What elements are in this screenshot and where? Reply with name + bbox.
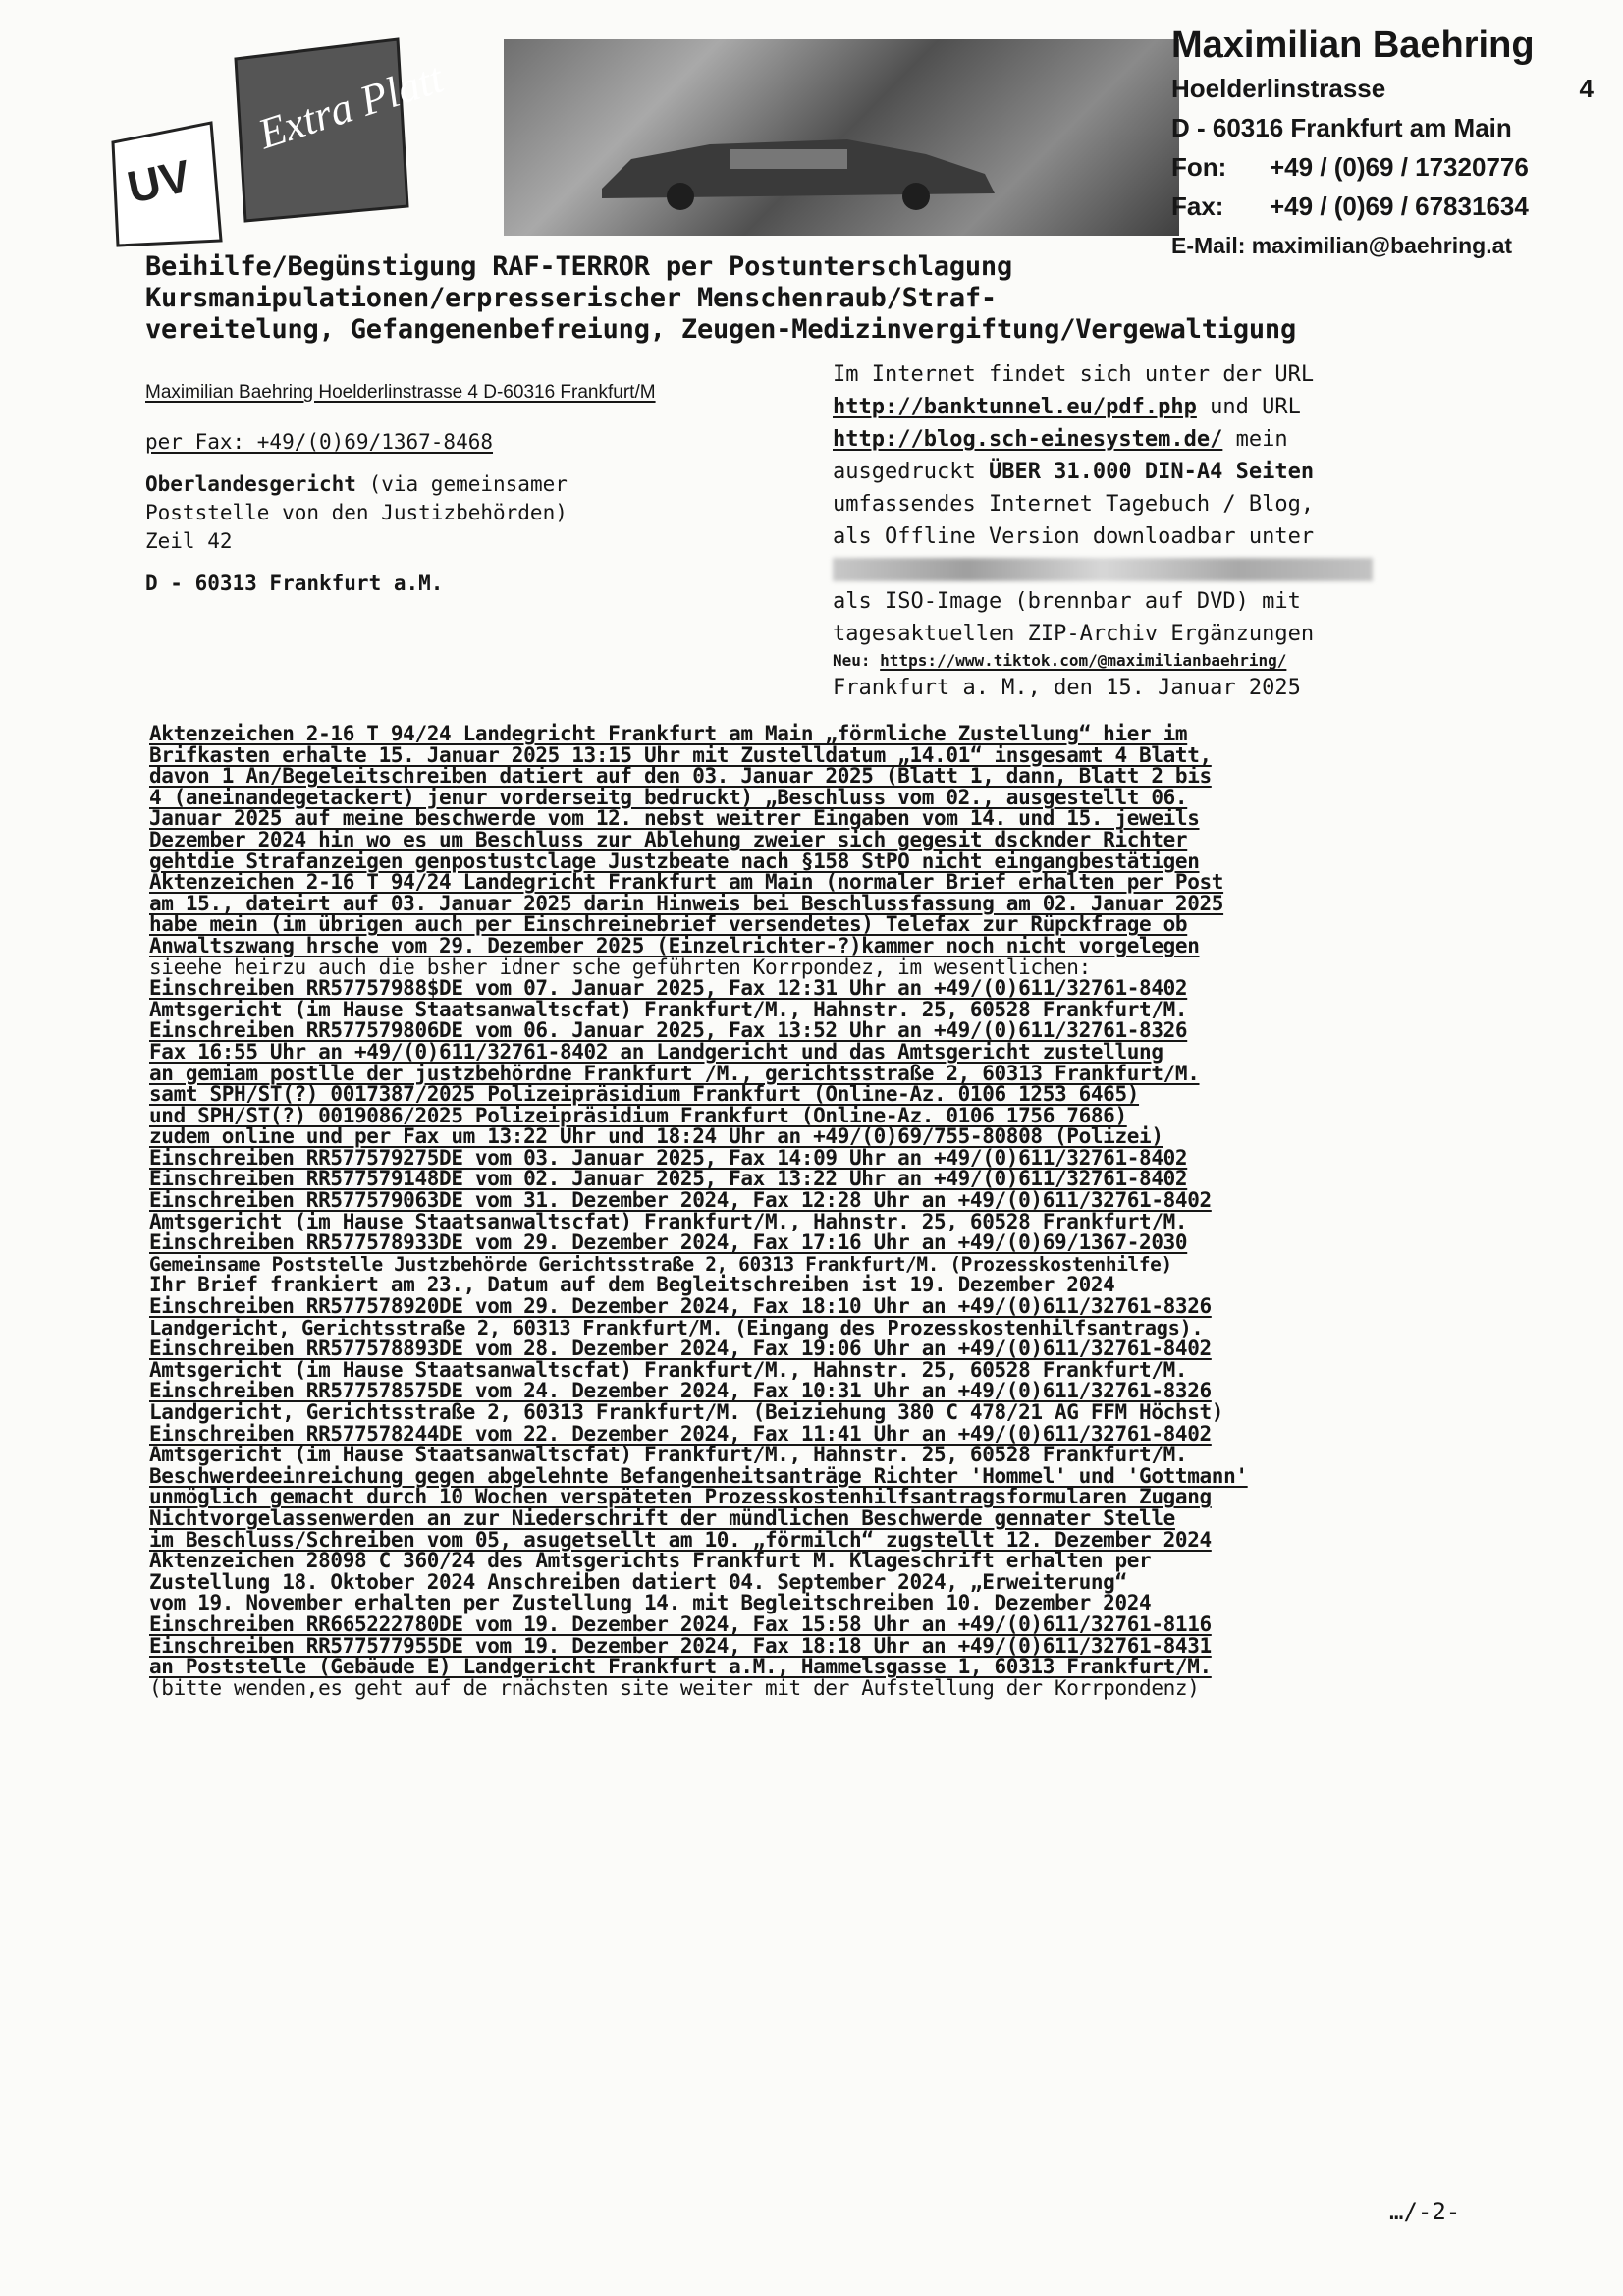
recipient-fax: per Fax: +49/(0)69/1367-8468 xyxy=(145,430,494,454)
fax-number: +49 / (0)69 / 67831634 xyxy=(1270,191,1529,221)
body-line: Amtsgericht (im Hause Staatsanwaltscfat) Frankfurt/M., Hahnstr. 25, 60528 Frankfurt/M. xyxy=(149,997,1188,1021)
body-line: davon 1 An/Begeleitschreiben datiert auf den 03. Januar 2025 (Blatt 1, dann, Blatt 2 bis xyxy=(149,764,1212,789)
sender-fax-row xyxy=(1171,187,1594,226)
sender-city: D - 60316 Frankfurt am Main xyxy=(1171,113,1512,142)
page-continuation-marker: …/-2- xyxy=(1389,2198,1461,2225)
info-column xyxy=(833,358,1500,704)
sender-street: Hoelderlinstrasse xyxy=(1171,74,1386,103)
body-line: Einschreiben RR577579806DE vom 06. Januar 2025, Fax 13:52 Uhr an +49/(0)611/32761-8326 xyxy=(149,1018,1188,1043)
body-line: sieehe heirzu auch die bsher idner sche geführten Korrpondez, im wesentlichen: xyxy=(149,955,1091,979)
info-line xyxy=(833,553,1500,585)
sender-phone-row xyxy=(1171,147,1594,187)
body-line: (bitte wenden,es geht auf de rnächsten site weiter mit der Aufstellung der Korrpondenz) xyxy=(149,1675,1200,1700)
badge-extra-text: Extra Platt xyxy=(252,53,450,159)
info-text: ausgedruckt xyxy=(833,460,989,484)
body-line: Einschreiben RR57757988$DE vom 07. Januar 2025, Fax 12:31 Uhr an +49/(0)611/32761-8402 xyxy=(149,976,1188,1001)
body-line: Einschreiben RR577578575DE vom 24. Dezember 2024, Fax 10:31 Uhr an +49/(0)611/32761-8326 xyxy=(149,1379,1212,1403)
body-line: Landgericht, Gerichtsstraße 2, 60313 Frankfurt/M. (Eingang des Prozesskostenhilfsantrags). xyxy=(149,1315,1204,1339)
phone-number: +49 / (0)69 / 17320776 xyxy=(1270,152,1529,182)
banktunnel-link[interactable]: http://banktunnel.eu/pdf.php xyxy=(833,395,1197,419)
letter-body xyxy=(149,724,1514,1699)
neu-label: Neu: xyxy=(833,651,871,670)
body-line: samt SPH/ST(?) 0017387/2025 Polizeipräsidium Frankfurt (Online-Az. 0106 1253 6465) xyxy=(149,1082,1140,1107)
body-line: vom 19. November erhalten per Zustellung 14. mit Begleitschreiben 10. Dezember 2024 xyxy=(149,1591,1152,1615)
body-line: Amtsgericht (im Hause Staatsanwaltscfat) Frankfurt/M., Hahnstr. 25, 60528 Frankfurt/M. xyxy=(149,1443,1188,1467)
body-line: Dezember 2024 hin wo es um Beschluss zur Ablehung zweier sich gegesit dscknder Richter xyxy=(149,827,1188,851)
body-line: Fax 16:55 Uhr an +49/(0)611/32761-8402 an Landgericht und das Amtsgericht zustellung xyxy=(149,1039,1163,1064)
body-line: Zustellung 18. Oktober 2024 Anschreiben datiert 04. September 2024, „Erweiterung“ xyxy=(149,1569,1127,1594)
info-text: mein xyxy=(1222,427,1288,452)
sender-house-number: 4 xyxy=(1579,74,1594,103)
sender-return-address: Maximilian Baehring Hoelderlinstrasse 4 D-60316 Frankfurt/M xyxy=(145,382,656,403)
body-line: gehtdie Strafanzeigen genpostustclage Justzbeate nach §158 StPO nicht eingangbestätigen xyxy=(149,848,1200,873)
body-line: Aktenzeichen 28098 C 360/24 des Amtsgerichts Frankfurt M. Klageschrift erhalten per xyxy=(149,1549,1152,1573)
info-line: als Offline Version downloadbar unter xyxy=(833,524,1315,549)
tiktok-link[interactable]: https://www.tiktok.com/@maximilianbaehring/ xyxy=(880,651,1287,670)
page-count-highlight: ÜBER 31.000 DIN-A4 Seiten xyxy=(988,460,1315,484)
newspaper-photo xyxy=(504,39,1179,236)
header-logo-area xyxy=(103,39,1193,250)
extra-platt-logo-badge xyxy=(216,39,450,221)
sender-letterhead xyxy=(1171,22,1594,265)
fax-label: Fax: xyxy=(1171,191,1224,221)
body-line: Einschreiben RR577578920DE vom 29. Dezember 2024, Fax 18:10 Uhr an +49/(0)611/32761-8326 xyxy=(149,1294,1212,1319)
body-line: Ihr Brief frankiert am 23., Datum auf dem Begleitschreiben ist 19. Dezember 2024 xyxy=(149,1273,1115,1297)
address-column xyxy=(145,378,813,598)
body-line: Amtsgericht (im Hause Staatsanwaltscfat) Frankfurt/M., Hahnstr. 25, 60528 Frankfurt/M. xyxy=(149,1357,1188,1382)
body-line: Anwaltszwang hrsche vom 29. Dezember 2025 (Einzelrichter-?)kammer noch nicht vorgelegen xyxy=(149,933,1200,957)
recipient-street: Zeil 42 xyxy=(145,529,233,553)
body-line: 4 (aneinandegetackert) jenur vorderseitg bedruckt) „Beschluss vom 02., ausgestellt 06. xyxy=(149,785,1188,809)
body-line: im Beschluss/Schreiben vom 05, asugetsellt am 10. „förmilch“ zugstellt 12. Dezember 2024 xyxy=(149,1527,1212,1552)
recipient-city: D - 60313 Frankfurt a.M. xyxy=(145,572,444,595)
letter-headline xyxy=(145,251,1500,346)
sender-email: E-Mail: maximilian@baehring.at xyxy=(1171,233,1513,258)
tiktok-line xyxy=(833,650,1500,672)
body-line: am 15., dateirt auf 03. Januar 2025 darin Hinweis bei Beschlussfassung am 02. Januar 2025 xyxy=(149,891,1224,915)
info-line: Im Internet findet sich unter der URL xyxy=(833,362,1315,387)
info-line xyxy=(833,423,1500,456)
headline-line: Beihilfe/Begünstigung RAF-TERROR per Postunterschlagung xyxy=(145,251,1013,282)
body-line: Einschreiben RR577578933DE vom 29. Dezember 2024, Fax 17:16 Uhr an +49/(0)69/1367-2030 xyxy=(149,1230,1188,1255)
badge-uv-text: UV xyxy=(123,149,195,213)
body-line: Nichtvorgelassenwerden an zur Niederschrift der mündlichen Beschwerde gennater Stelle xyxy=(149,1505,1175,1530)
headline-line: Kursmanipulationen/erpresserischer Menschenraub/Straf- xyxy=(145,283,997,313)
body-line: Einschreiben RR577578893DE vom 28. Dezember 2024, Fax 19:06 Uhr an +49/(0)611/32761-8402 xyxy=(149,1337,1212,1361)
recipient-line: Poststelle von den Justizbehörden) xyxy=(145,501,568,524)
body-line: Landgericht, Gerichtsstraße 2, 60313 Frankfurt/M. (Beiziehung 380 C 478/21 AG FFM Höchst) xyxy=(149,1400,1224,1424)
body-line: Gemeinsame Poststelle Justzbehörde Gerichtsstraße 2, 60313 Frankfurt/M. (Prozesskostenhilfe) xyxy=(149,1252,1172,1276)
body-line: Januar 2025 auf meine beschwerde vom 12. nebst weitrer Eingaben vom 14. und 15. jeweils xyxy=(149,806,1200,831)
recipient-via: (via gemeinsamer xyxy=(355,472,568,496)
body-line: an Poststelle (Gebäude E) Landgericht Frankfurt a.M., Hammelsgasse 1, 60313 Frankfurt/M. xyxy=(149,1655,1212,1679)
body-line: Aktenzeichen 2-16 T 94/24 Landegricht Frankfurt am Main (normaler Brief erhalten per Post xyxy=(149,870,1224,895)
body-line: Einschreiben RR577579275DE vom 03. Januar 2025, Fax 14:09 Uhr an +49/(0)611/32761-8402 xyxy=(149,1145,1188,1170)
body-line: Einschreiben RR577579148DE vom 02. Januar 2025, Fax 13:22 Uhr an +49/(0)611/32761-8402 xyxy=(149,1167,1188,1191)
body-line: habe mein (im übrigen auch per Einschreinebrief versendetes) Telefax zur Rüpckfrage ob xyxy=(149,912,1188,937)
info-line: als ISO-Image (brennbar auf DVD) mit xyxy=(833,589,1301,614)
body-line: Aktenzeichen 2-16 T 94/24 Landegricht Frankfurt am Main „förmliche Zustellung“ hier im xyxy=(149,722,1188,745)
body-line: an gemiam postlle der justzbehördne Frankfurt /M., gerichtsstraße 2, 60313 Frankfurt/M. xyxy=(149,1061,1200,1085)
body-line: Einschreiben RR577578244DE vom 22. Dezember 2024, Fax 11:41 Uhr an +49/(0)611/32761-8402 xyxy=(149,1421,1212,1446)
body-line: unmöglich gemacht durch 10 Wochen verspäteten Prozesskostenhilfsantragsformularen Zugang xyxy=(149,1485,1212,1509)
blurred-download-url xyxy=(833,558,1373,581)
info-line: umfassendes Internet Tagebuch / Blog, xyxy=(833,492,1315,517)
info-text: und URL xyxy=(1196,395,1301,419)
recipient-court: Oberlandesgericht xyxy=(145,472,356,496)
info-line xyxy=(833,456,1500,488)
body-line: Beschwerdeeinreichung gegen abgelehnte Befangenheitsanträge Richter 'Hommel' und 'Gottmann' xyxy=(149,1463,1248,1488)
body-line: Amtsgericht (im Hause Staatsanwaltscfat) Frankfurt/M., Hahnstr. 25, 60528 Frankfurt/M. xyxy=(149,1209,1188,1233)
sender-street-row xyxy=(1171,69,1594,108)
body-line: Brifkasten erhalte 15. Januar 2025 13:15 Uhr mit Zustelldatum „14.01“ insgesamt 4 Blatt, xyxy=(149,742,1212,767)
recipient-line xyxy=(145,470,813,499)
body-line: Einschreiben RR577579063DE vom 31. Dezember 2024, Fax 12:28 Uhr an +49/(0)611/32761-8402 xyxy=(149,1188,1212,1213)
uv-logo-badge xyxy=(103,83,226,250)
burnt-car-image xyxy=(592,120,1004,208)
headline-line: vereitelung, Gefangenenbefreiung, Zeugen-Medizinvergiftung/Vergewaltigung xyxy=(145,314,1297,345)
body-line: Einschreiben RR665222780DE vom 19. Dezember 2024, Fax 15:58 Uhr an +49/(0)611/32761-8116 xyxy=(149,1612,1212,1636)
letter-date: Frankfurt a. M., den 15. Januar 2025 xyxy=(833,676,1301,700)
blog-link[interactable]: http://blog.sch-einesystem.de/ xyxy=(833,427,1223,452)
sender-name: Maximilian Baehring xyxy=(1171,25,1535,66)
info-line: tagesaktuellen ZIP-Archiv Ergänzungen xyxy=(833,622,1315,646)
body-line: und SPH/ST(?) 0019086/2025 Polizeipräsidium Frankfurt (Online-Az. 0106 1756 7686) xyxy=(149,1103,1127,1127)
info-line xyxy=(833,391,1500,423)
recipient-address xyxy=(145,470,813,598)
phone-label: Fon: xyxy=(1171,152,1227,182)
body-line: Einschreiben RR577577955DE vom 19. Dezember 2024, Fax 18:18 Uhr an +49/(0)611/32761-8431 xyxy=(149,1633,1212,1658)
body-line: zudem online und per Fax um 13:22 Uhr und 18:24 Uhr an +49/(0)69/755-80808 (Polizei) xyxy=(149,1124,1163,1149)
